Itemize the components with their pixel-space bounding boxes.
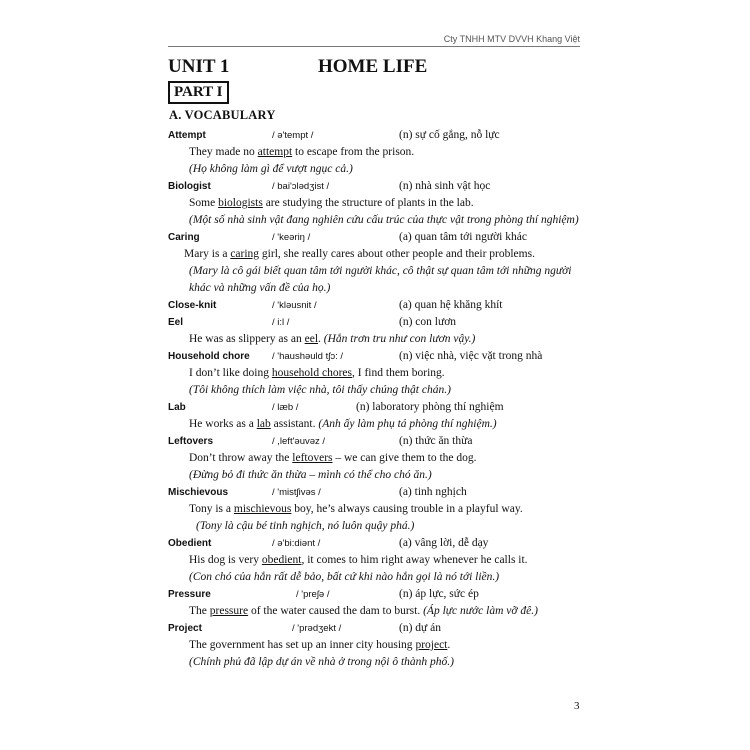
entry-example: Tony is a mischievous boy, he’s always causing trouble in a playful way. — [189, 503, 523, 515]
entry-meaning: (n) sự cố gắng, nỗ lực — [399, 129, 500, 141]
entry-phonetic: / ə'bi:diənt / — [272, 538, 321, 549]
entry-example: The government has set up an inner city housing project. — [189, 639, 451, 651]
unit-label: UNIT 1 — [168, 56, 230, 77]
section-heading: A. VOCABULARY — [169, 108, 276, 122]
vocab-entry — [168, 348, 588, 399]
entry-phonetic: / ə'tempt / — [272, 130, 314, 141]
entry-head — [168, 297, 588, 314]
entry-example: He works as a lab assistant. (Anh ấy làm phụ tá phòng thí nghiệm.) — [189, 418, 497, 430]
entry-word: Leftovers — [168, 436, 214, 447]
header-rule — [168, 46, 580, 47]
entry-meaning: (n) việc nhà, việc vặt trong nhà — [399, 350, 543, 362]
vocab-entry — [168, 229, 588, 297]
entry-translation: (Đừng bỏ đi thức ăn thừa – mình có thể cho chó ăn.) — [189, 469, 432, 481]
entry-word: Mischievous — [168, 487, 229, 498]
entry-head — [168, 178, 588, 195]
entry-head — [168, 586, 588, 603]
entry-meaning: (n) laboratory phòng thí nghiệm — [356, 401, 504, 413]
entry-head — [168, 399, 588, 416]
entry-meaning: (n) thức ăn thừa — [399, 435, 473, 447]
entry-head — [168, 535, 588, 552]
entry-meaning: (a) tinh nghịch — [399, 486, 467, 498]
entry-meaning: (n) con lươn — [399, 316, 457, 328]
entry-example: The pressure of the water caused the dam to burst. (Áp lực nước làm vỡ đê.) — [189, 605, 538, 617]
publisher-header: Cty TNHH MTV DVVH Khang Việt — [443, 34, 580, 44]
entry-word: Close-knit — [168, 300, 217, 311]
entry-word: Pressure — [168, 589, 211, 600]
vocab-entry — [168, 433, 588, 484]
entry-word: Project — [168, 623, 202, 634]
entry-phonetic: / læb / — [272, 402, 299, 413]
vocabulary-list — [168, 127, 588, 671]
entry-phonetic: / i:l / — [272, 317, 290, 328]
vocab-entry — [168, 586, 588, 620]
entry-translation: (Họ không làm gì để vượt ngục cả.) — [189, 163, 353, 175]
entry-word: Biologist — [168, 181, 211, 192]
entry-phonetic: / ,left'əuvəz / — [272, 436, 326, 447]
entry-head — [168, 229, 588, 246]
vocab-entry — [168, 535, 588, 586]
entry-translation: (Tôi không thích làm việc nhà, tôi thấy chúng thật chán.) — [189, 384, 451, 396]
entry-example: Mary is a caring girl, she really cares about other people and their problems. — [184, 248, 535, 260]
entry-meaning: (n) dự án — [399, 622, 441, 634]
entry-meaning: (a) quan hệ khăng khít — [399, 299, 503, 311]
entry-phonetic: / 'kləusnit / — [272, 300, 317, 311]
entry-translation: (Mary là cô gái biết quan tâm tới người khác, cô thật sự quan tâm tới những người khác và những vấn đề của họ.) — [189, 265, 572, 294]
entry-translation: (Anh ấy làm phụ tá phòng thí nghiệm.) — [318, 418, 497, 430]
entry-word: Attempt — [168, 130, 206, 141]
entry-example: Some biologists are studying the structure of plants in the lab. — [189, 197, 474, 209]
unit-title: HOME LIFE — [318, 56, 428, 77]
entry-phonetic: / 'haushəuld tʃɔ: / — [272, 351, 343, 362]
entry-head — [168, 127, 588, 144]
entry-word: Caring — [168, 232, 200, 243]
entry-example: His dog is very obedient, it comes to him right away whenever he calls it. — [189, 554, 528, 566]
entry-translation: (Hắn trơn tru như con lươn vậy.) — [323, 333, 476, 345]
entry-meaning: (a) vâng lời, dễ dạy — [399, 537, 489, 549]
entry-word: Obedient — [168, 538, 212, 549]
entry-translation: (Chính phủ đã lập dự án về nhà ở trong nội ô thành phố.) — [189, 656, 454, 668]
entry-meaning: (n) nhà sinh vật học — [399, 180, 491, 192]
entry-phonetic: / 'prədʒekt / — [292, 623, 342, 634]
vocab-entry — [168, 314, 588, 348]
entry-translation: (Một số nhà sinh vật đang nghiên cứu cấu trúc của thực vật trong phòng thí nghiệm) — [189, 214, 579, 226]
part-label: PART I — [168, 81, 229, 104]
entry-head — [168, 620, 588, 637]
entry-translation: (Tony là cậu bé tinh nghịch, nó luôn quậy phá.) — [196, 520, 415, 532]
entry-phonetic: / 'keəriŋ / — [272, 232, 311, 243]
entry-head — [168, 348, 588, 365]
entry-phonetic: / bai'ɔlədʒist / — [272, 181, 330, 192]
entry-meaning: (n) áp lực, sức ép — [399, 588, 479, 600]
entry-word: Household chore — [168, 351, 250, 362]
entry-example: I don’t like doing household chores, I find them boring. — [189, 367, 445, 379]
entry-head — [168, 433, 588, 450]
entry-example: He was as slippery as an eel. (Hắn trơn tru như con lươn vậy.) — [189, 333, 476, 345]
vocab-entry — [168, 297, 588, 314]
entry-example: Don’t throw away the leftovers – we can give them to the dog. — [189, 452, 477, 464]
entry-word: Eel — [168, 317, 184, 328]
entry-head — [168, 484, 588, 501]
entry-translation: (Áp lực nước làm vỡ đê.) — [423, 605, 538, 617]
vocab-entry — [168, 484, 588, 535]
vocab-entry — [168, 178, 588, 229]
entry-example: They made no attempt to escape from the prison. — [189, 146, 415, 158]
entry-meaning: (a) quan tâm tới người khác — [399, 231, 527, 243]
vocab-entry — [168, 620, 588, 671]
entry-translation: (Con chó của hắn rất dễ bảo, bất cứ khi nào hắn gọi là nó tới liền.) — [189, 571, 500, 583]
page-number: 3 — [574, 700, 580, 712]
entry-head — [168, 314, 588, 331]
vocab-entry — [168, 399, 588, 433]
entry-phonetic: / 'preʃə / — [296, 589, 330, 600]
entry-word: Lab — [168, 402, 186, 413]
vocab-entry — [168, 127, 588, 178]
unit-heading — [168, 56, 428, 78]
entry-phonetic: / 'mistʃivəs / — [272, 487, 321, 498]
